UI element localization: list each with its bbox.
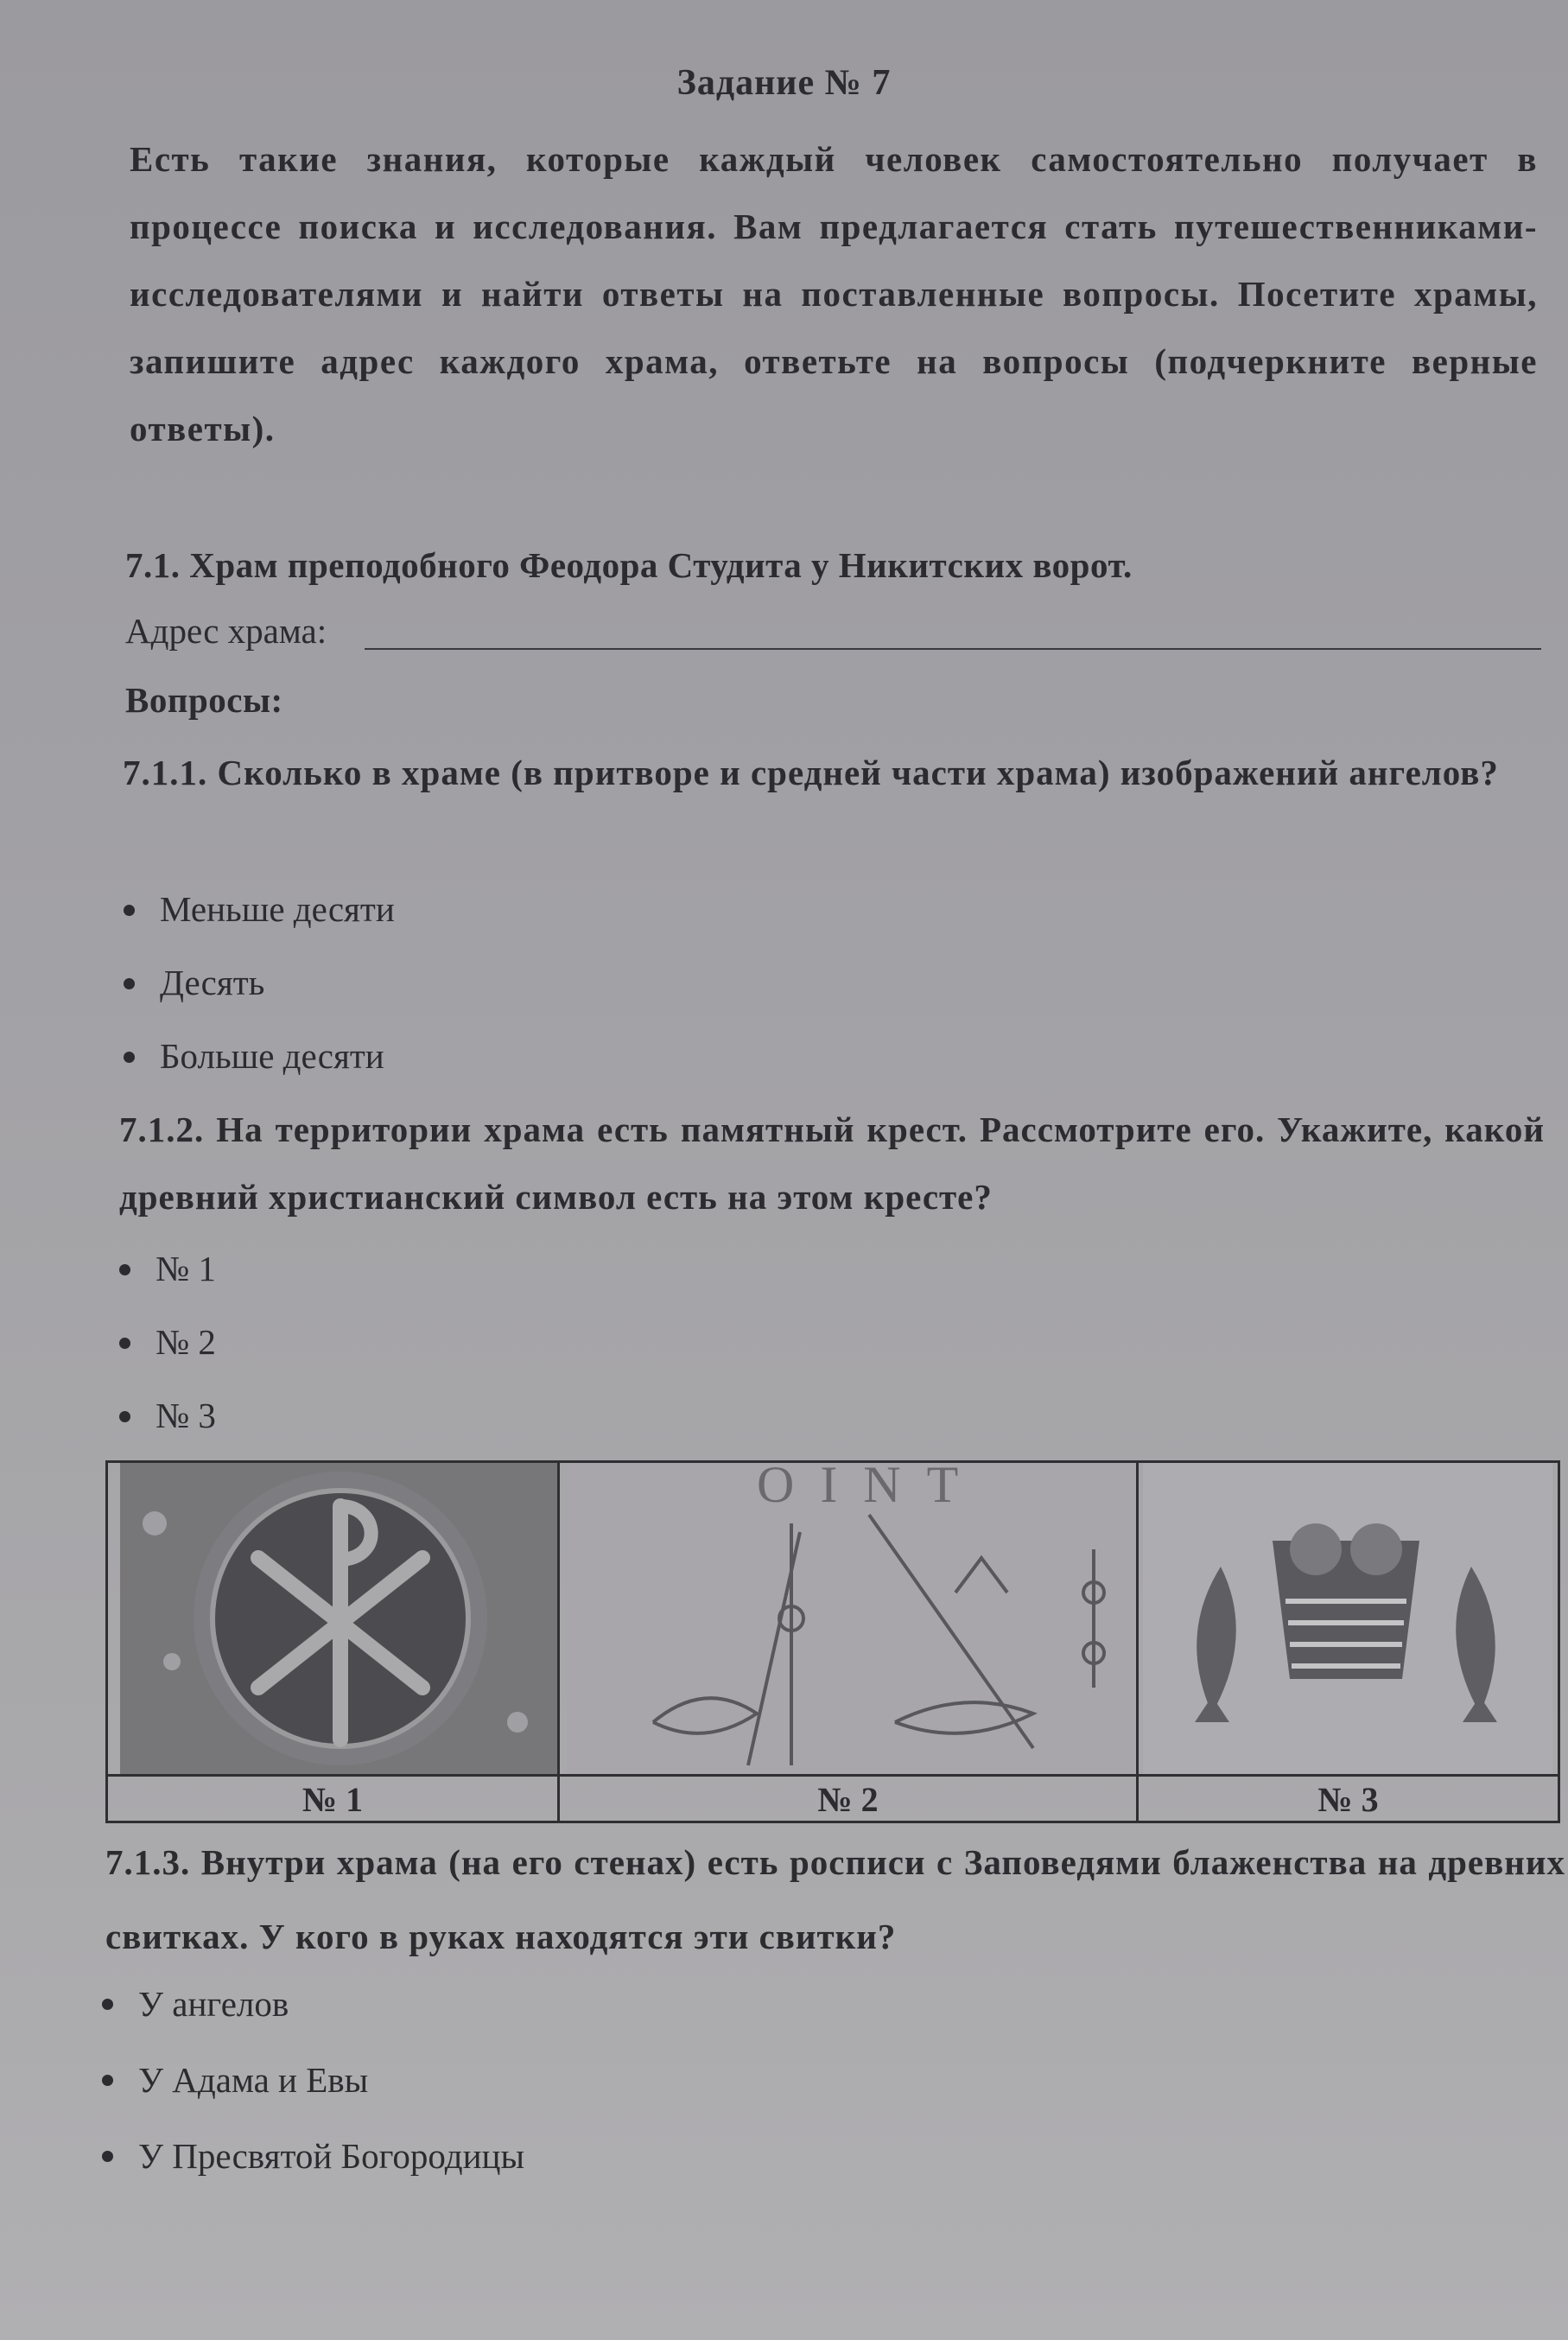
section-heading: 7.1. Храм преподобного Феодора Студита у Никитских ворот. bbox=[125, 545, 1133, 585]
bullet-icon bbox=[119, 1411, 130, 1422]
question-7-1-2-options bbox=[117, 1232, 894, 1453]
bullet-icon bbox=[102, 2075, 113, 2086]
loaves-and-fishes-mosaic-icon bbox=[1143, 1463, 1552, 1774]
answer-option[interactable]: У Пресвятой Богородицы bbox=[99, 2118, 963, 2194]
answer-option[interactable]: У ангелов bbox=[99, 1966, 963, 2042]
symbols-table bbox=[105, 1460, 1560, 1823]
answer-option[interactable]: У Адама и Евы bbox=[99, 2042, 963, 2118]
bullet-icon bbox=[119, 1264, 130, 1275]
address-blank-line[interactable] bbox=[365, 648, 1541, 650]
chi-rho-icon bbox=[120, 1463, 557, 1774]
question-7-1-1: 7.1.1. Сколько в храме (в притворе и средней части храма) изображений ангелов? bbox=[123, 753, 1499, 792]
assignment-intro: Есть такие знания, которые каждый человек самостоятельно получает в процессе поиска и исследования. Вам предлагается стать путешественниками-исследователями и найти ответы на поставленные вопросы. Посетите храмы, запишите адрес каждого храма, ответьте на вопросы (подчеркните верные ответы). bbox=[130, 139, 1538, 448]
bullet-icon bbox=[102, 2151, 113, 2162]
answer-option[interactable]: № 2 bbox=[117, 1306, 894, 1379]
table-divider bbox=[1136, 1463, 1139, 1821]
address-label: Адрес храма: bbox=[125, 611, 327, 651]
bullet-icon bbox=[124, 1052, 135, 1063]
symbol-image-1 bbox=[120, 1463, 557, 1774]
bullet-icon bbox=[102, 1999, 113, 2010]
symbol-caption-2: № 2 bbox=[817, 1780, 879, 1819]
answer-option[interactable]: № 1 bbox=[117, 1232, 894, 1306]
symbol-image-3 bbox=[1143, 1463, 1552, 1774]
answer-option[interactable]: Меньше десяти bbox=[121, 873, 898, 946]
answer-option[interactable]: № 3 bbox=[117, 1379, 894, 1453]
assignment-title: Задание № 7 bbox=[676, 63, 892, 103]
question-7-1-3-options bbox=[99, 1966, 963, 2194]
table-divider bbox=[557, 1463, 560, 1821]
svg-text:ΟΙΝΤ: ΟΙΝΤ bbox=[757, 1463, 985, 1513]
anchor-fish-engraving-icon bbox=[567, 1463, 1134, 1774]
symbol-caption-3: № 3 bbox=[1317, 1780, 1379, 1819]
answer-option[interactable]: Больше десяти bbox=[121, 1020, 898, 1093]
bullet-icon bbox=[124, 905, 135, 916]
question-7-1-3: 7.1.3. Внутри храма (на его стенах) есть росписи с Заповедями блаженства на древних свитках. У кого в руках находятся эти свитки? bbox=[105, 1842, 1565, 1956]
symbol-image-2 bbox=[567, 1463, 1134, 1774]
question-7-1-2: 7.1.2. На территории храма есть памятный крест. Рассмотрите его. Укажите, какой древний христианский символ есть на этом кресте? bbox=[119, 1110, 1545, 1217]
question-7-1-1-options bbox=[121, 873, 898, 1093]
answer-option[interactable]: Десять bbox=[121, 946, 898, 1020]
questions-label: Вопросы: bbox=[125, 680, 283, 720]
symbol-caption-1: № 1 bbox=[302, 1780, 364, 1819]
bullet-icon bbox=[119, 1338, 130, 1349]
bullet-icon bbox=[124, 978, 135, 989]
table-caption-divider bbox=[108, 1774, 1558, 1777]
